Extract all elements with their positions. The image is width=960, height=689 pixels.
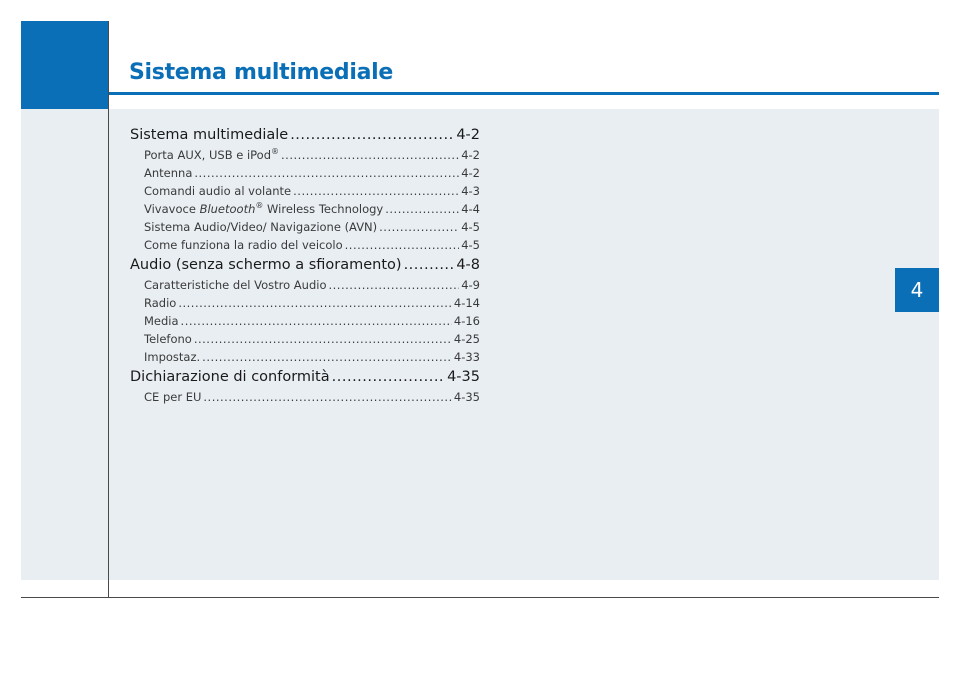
- toc-leader: [203, 388, 451, 406]
- toc-page: 4-2: [461, 166, 480, 180]
- toc-leader: [194, 164, 459, 182]
- toc-label: Audio (senza schermo a sfioramento): [130, 257, 402, 273]
- toc-page: 4-9: [461, 278, 480, 292]
- toc-page: 4-35: [453, 390, 480, 404]
- bluetooth-brand: Bluetooth: [199, 202, 256, 216]
- chapter-tab[interactable]: 4: [895, 268, 939, 312]
- toc-label: Impostaz.: [144, 350, 201, 364]
- toc-section-sistema-multimediale[interactable]: [130, 124, 480, 146]
- registered-mark: ®: [255, 201, 264, 211]
- toc-item-caratteristiche[interactable]: [130, 276, 480, 294]
- toc-label: Caratteristiche del Vostro Audio: [144, 278, 327, 292]
- page-title: Sistema multimediale: [129, 60, 393, 85]
- toc-page: 4-14: [453, 296, 480, 310]
- toc-item-radio[interactable]: [130, 294, 480, 312]
- toc-item-radio-veicolo[interactable]: [130, 236, 480, 254]
- toc-item-impostaz[interactable]: [130, 348, 480, 366]
- toc-label: Radio: [144, 296, 177, 310]
- toc-item-vivavoce-bluetooth[interactable]: [130, 200, 480, 218]
- toc-label: Porta AUX, USB e iPod®: [144, 147, 280, 162]
- toc-leader: [379, 218, 459, 236]
- toc-page: 4-35: [447, 369, 480, 385]
- toc-leader: [345, 236, 460, 254]
- toc-item-antenna[interactable]: [130, 164, 480, 182]
- toc-label: CE per EU: [144, 390, 202, 404]
- toc-page: 4-2: [461, 148, 480, 162]
- toc-page: 4-3: [461, 184, 480, 198]
- toc-leader: [404, 254, 455, 276]
- toc-leader: [281, 146, 459, 164]
- toc-page: 4-33: [453, 350, 480, 364]
- toc-page: 4-25: [453, 332, 480, 346]
- registered-mark: ®: [271, 147, 280, 157]
- toc-item-sistema-avn[interactable]: [130, 218, 480, 236]
- toc-label: Antenna: [144, 166, 193, 180]
- toc-label: Comandi audio al volante: [144, 184, 292, 198]
- toc-leader: [385, 200, 459, 218]
- toc-label: Sistema multimediale: [130, 127, 289, 143]
- bottom-rule: [21, 597, 939, 598]
- toc-label: Media: [144, 314, 179, 328]
- toc-leader: [290, 124, 454, 146]
- toc-leader: [178, 294, 452, 312]
- toc-leader: [329, 276, 460, 294]
- title-underline: [109, 92, 939, 95]
- toc-item-porta-aux[interactable]: [130, 146, 480, 164]
- toc-leader: [194, 330, 452, 348]
- toc-item-telefono[interactable]: [130, 330, 480, 348]
- toc-leader: [293, 182, 459, 200]
- toc-item-media[interactable]: [130, 312, 480, 330]
- toc-label: Sistema Audio/Video/ Navigazione (AVN): [144, 220, 378, 234]
- toc-label: Telefono: [144, 332, 192, 346]
- toc-section-dichiarazione[interactable]: [130, 366, 480, 388]
- table-of-contents: [130, 124, 480, 406]
- toc-leader: [202, 348, 452, 366]
- toc-item-ce-per-eu[interactable]: [130, 388, 480, 406]
- toc-leader: [332, 366, 445, 388]
- toc-page: 4-5: [461, 220, 480, 234]
- toc-section-audio[interactable]: [130, 254, 480, 276]
- toc-item-comandi-audio[interactable]: [130, 182, 480, 200]
- toc-page: 4-16: [453, 314, 480, 328]
- corner-block: [21, 21, 109, 109]
- toc-label: Dichiarazione di conformità: [130, 369, 330, 385]
- toc-label: Come funziona la radio del veicolo: [144, 238, 343, 252]
- toc-page: 4-2: [456, 127, 480, 143]
- toc-page: 4-8: [456, 257, 480, 273]
- toc-label: Vivavoce Bluetooth® Wireless Technology: [144, 201, 384, 216]
- toc-leader: [181, 312, 452, 330]
- toc-page: 4-4: [461, 202, 480, 216]
- toc-page: 4-5: [461, 238, 480, 252]
